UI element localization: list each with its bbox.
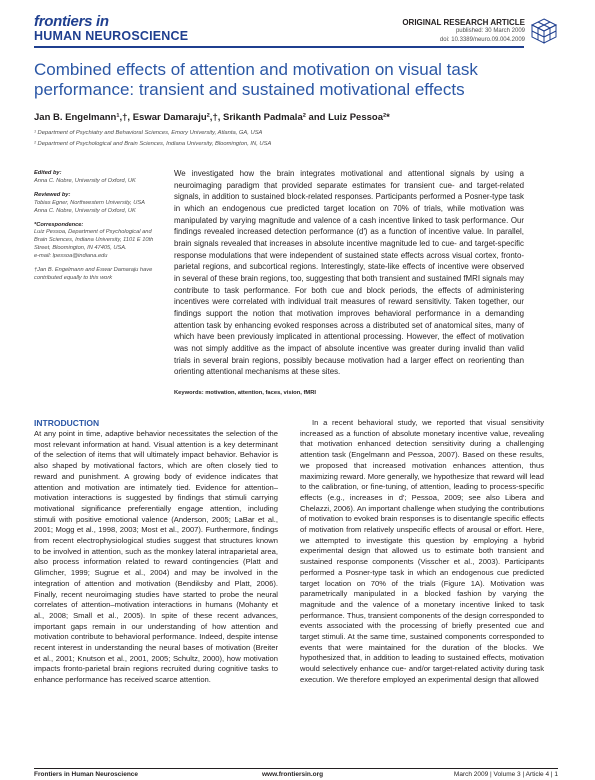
correspondence-heading: *Correspondence: — [34, 221, 84, 228]
journal-logo-line2: HUMAN NEUROSCIENCE — [34, 29, 189, 43]
reviewer-1: Tobias Egner, Northwestern University, USA — [34, 199, 145, 206]
body-column-left — [34, 418, 278, 686]
body-column-right — [300, 418, 544, 686]
body-paragraph: At any point in time, adaptive behavior necessitates the selection of the most relevant information at hand. Visual attention is a key determinant of the selection of items that will ultimately impact behavior. Behavior is also shaped by motivational factors, which are often closely tied to reward and punishment. A growing body of evidence indicates that attention and motivation are intimately tied. Evidence for attention–motivation interactions is suggested by findings that stimuli carrying motivational significance preferentially engage attention, including stimuli with positive emotional valence (Anderson, 2005; LaBar et al., 2001; Mogg et al., 1998, 2003; Most et al., 2007). Furthermore, findings from recent electrophysiological studies suggest that structures known to be involved in attention, such as the monkey lateral intraparietal area, also process information related to reward contingencies (Platt and Glimcher, 1999; Sugrue et al., 2004) and may be involved in the integration of attention and motivation (Bendiksby and Platt, 2006). Finally, recent neuroimaging studies have started to probe the neural correlates of attention–motivation interactions in humans (Mohanty et al., 2008; Small et al., 2005). In spite of these recent advances, important gaps remain in our understanding of how attention and motivation contribute to behavioral performance. Indeed, despite intense recent interest in understanding the neural bases of motivation (Breiter et al., 2001; Knutson et al., 2001, 2005; Schultz, 2000), how motivation impacts fronto-parietal brain regions recruited during cognitive tasks to enhance performance has received scarce attention. — [34, 429, 278, 685]
author-list: Jan B. Engelmann¹,†, Eswar Damaraju²,†, Srikanth Padmala² and Luiz Pessoa²* — [34, 112, 390, 123]
equal-contribution-note: †Jan B. Engelmann and Eswar Damaraju have contributed equally to this work — [34, 267, 153, 281]
footer-journal-name: Frontiers in Human Neuroscience — [34, 771, 139, 778]
footer-website-link[interactable]: www.frontiersin.org — [262, 771, 324, 778]
correspondence-address: Luiz Pessoa, Department of Psychological and Brain Sciences, Indiana University, 1101 E 10th Street, Bloomington, IN 47405, USA. — [34, 229, 154, 252]
article-type-label: ORIGINAL RESEARCH ARTICLE — [402, 18, 525, 27]
abstract-text: We investigated how the brain integrates motivational and attentional signals by using a neuroimaging paradigm that provided separate estimates for transient cue- and target-related signals, in addition to sustained block-related responses. Participants performed a Posner-type task in which an endogenous cue predicted target location on 70% of trials, while motivation was manipulated by varying magnitude and valence of a cash incentive linked to task performance. Our findings revealed increased detection performance (d′) as a function of incentive value. In parallel, brain signals revealed that increases in absolute incentive magnitude led to cue- and target-specific response modulations that were independent of sustained state effects across visual cortex, fronto-parietal regions, and subcortical regions. Interestingly, state-like effects of incentive were observed in several of these brain regions, too, suggesting that both transient and sustained fMRI signals may contribute to task performance. For both cue and block periods, the effects of administering incentives were correlated with individual trait measures of reward sensitivity. Taken together, our findings support the notion that motivation improves behavioral performance in a demanding attention task by enhancing evoked responses across a distributed set of anatomical sites, many of which have been previously implicated in attentional processing. However, the effect of motivation was not simply additive as the impact of absolute incentive was greater during invalid than valid trials in several brain regions, possibly because motivation had a larger effect on reorienting than orienting attentional mechanisms at these sites. — [174, 169, 524, 377]
edited-by-heading: Edited by: — [34, 170, 62, 176]
reviewer-2: Anna C. Nobre, University of Oxford, UK — [34, 207, 136, 214]
header-divider — [34, 46, 524, 48]
affiliation-1: ¹ Department of Psychiatry and Behavioral Sciences, Emory University, Atlanta, GA, USA — [34, 130, 263, 136]
doi-link[interactable]: doi: 10.3389/neuro.09.004.2009 — [439, 37, 525, 43]
editor-name: Anna C. Nobre, University of Oxford, UK — [34, 177, 136, 184]
editorial-sidebar — [34, 170, 162, 283]
introduction-heading: INTRODUCTION — [34, 418, 100, 428]
keywords-line: Keywords: motivation, attention, faces, vision, fMRI — [174, 390, 317, 396]
footer-issue-info: March 2009 | Volume 3 | Article 4 | 1 — [453, 771, 558, 778]
footer-divider — [34, 768, 558, 769]
body-paragraph: In a recent behavioral study, we reported that visual sensitivity increased as a function of absolute monetary incentive value, revealing that motivation enhanced detection sensitivity during a challenging attention task (Engelmann and Pessoa, 2007). Based on these results, we proposed that increased motivation enhances attention, thus maximizing reward. More generally, we hypothesize that reward will lead to the calibration, or fine-tuning, of attention, leading to process-specific effects (e.g., increases in d′; Pessoa, 2009; see also Libera and Chelazzi, 2006). An important challenge when studying the contributions of motivation to evoked brain responses is to disentangle specific effects of motivation from relatively unspecific effects of arousal or effort. Here, we attempted to investigate this question by employing a hybrid experimental design that allowed us to estimate both transient and sustained response components (Visscher et al., 2003). Participants performed a Posner-type task in which an endogenous cue predicted target location on 70% of the trials (Figure 1A). Motivation was parametrically manipulated in a blocked fashion by varying the magnitude and the valence of a monetary incentive linked to task performance. Thus, transient components of the design corresponded to events associated with the processing of briefly presented cue and target stimuli. At the same time, sustained components corresponded to events that were maintained for the duration of the blocks. We hypothesized that, in addition to leading to sustained effects, motivation would selectively enhance cue- and/or target-related activity during task execution. We therefore employed an experimental design that allowed — [300, 418, 544, 684]
journal-logo-line1: frontiers in — [34, 13, 109, 30]
affiliation-2: ² Department of Psychological and Brain Sciences, Indiana University, Bloomington, IN, USA — [34, 141, 272, 147]
correspondence-email[interactable]: e-mail: lpessoa@indiana.edu — [34, 253, 108, 260]
published-date: published: 30 March 2009 — [455, 28, 525, 34]
reviewed-by-heading: Reviewed by: — [34, 191, 71, 198]
frontiers-cube-icon — [530, 17, 558, 45]
article-title: Combined effects of attention and motivation on visual task performance: transient and sustained motivational effects — [34, 60, 478, 99]
